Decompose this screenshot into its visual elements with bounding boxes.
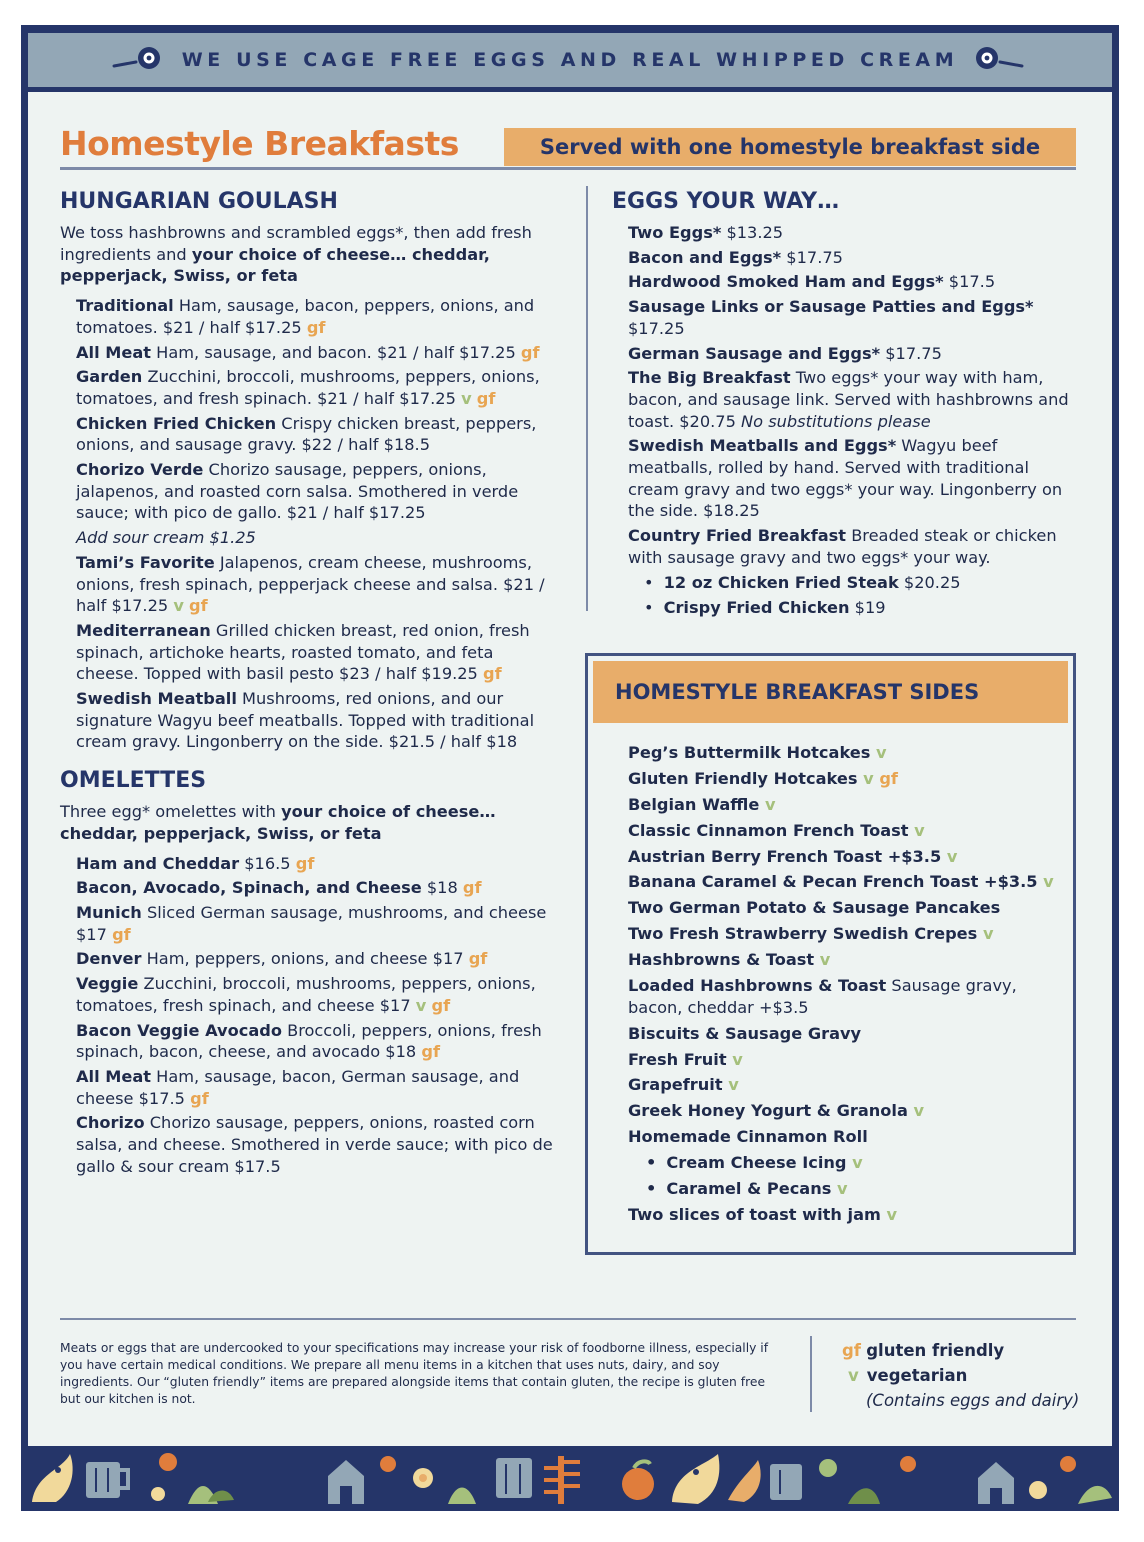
item-name: Hardwood Smoked Ham and Eggs* [628, 272, 944, 292]
sides-header [593, 661, 1068, 723]
item-description: Ham, sausage, bacon, German sausage, and cheese $17.5 [76, 1066, 520, 1108]
item-description: $17.75 [781, 247, 843, 267]
gluten-friendly-mark: gf [520, 342, 540, 362]
right-column [612, 188, 1072, 623]
item-name: German Sausage and Eggs* [628, 343, 881, 363]
menu-item [628, 296, 1072, 339]
subtitle: Served with one homestyle breakfast side [539, 135, 1041, 159]
gluten-friendly-mark: gf [306, 317, 326, 337]
item-description: Breaded steak or chicken with sausage gravy and two eggs* your way. [628, 526, 1057, 567]
gluten-friendly-mark: gf [476, 388, 496, 408]
side-item [628, 871, 1068, 893]
side-item [628, 949, 1068, 971]
item-description: Chorizo sausage, peppers, onions, roasted corn salsa, and cheese. Smothered in verde sauce; with pico de gallo & sour cream $17.5 [76, 1113, 553, 1176]
vegetarian-mark: v [415, 995, 427, 1015]
item-name: The Big Breakfast [628, 368, 791, 388]
decorative-pattern-strip [28, 1450, 1112, 1506]
frying-pan-icon [112, 46, 164, 72]
vegetarian-mark: v [913, 1101, 925, 1121]
banner-text: WE USE CAGE FREE EGGS AND REAL WHIPPED CREAM [181, 49, 959, 71]
gluten-friendly-mark: gf [421, 1042, 440, 1062]
gluten-friendly-mark: gf [190, 1088, 209, 1108]
item-description: Sliced German sausage, mushrooms, and cheese $17 [76, 902, 547, 944]
gluten-friendly-mark: gf [295, 853, 315, 873]
menu-item [76, 413, 560, 456]
menu-item [628, 247, 1072, 269]
side-extra: Sausage gravy, bacon, cheddar +$3.5 [628, 976, 1017, 1017]
gluten-friendly-mark: gf [483, 664, 502, 684]
side-item [628, 923, 1068, 945]
omelette-list [60, 853, 560, 1178]
vegetarian-mark: v [914, 820, 925, 840]
gluten-friendly-mark: gf [879, 768, 898, 788]
food-safety-disclaimer: Meats or eggs that are undercooked to your specifications may increase your risk of foodborne illness, especially if you have certain medical conditions. We prepare all menu items in a kitchen that uses nuts, dairy, and soy ingredients. Our “gluten friendly” items are prepared alongside items that contain gluten, the recipe is gluten free but our kitchen is not. [60, 1341, 769, 1406]
menu-item [76, 688, 560, 753]
item-name: All Meat [76, 342, 152, 362]
sub-item [644, 572, 1072, 594]
menu-item [76, 366, 560, 409]
menu-item [628, 525, 1072, 568]
side-name: Caramel & Pecans [666, 1178, 832, 1198]
side-name: Homemade Cinnamon Roll [628, 1127, 868, 1147]
side-item [628, 1126, 1068, 1148]
item-name: Bacon and Eggs* [628, 247, 782, 267]
legend-v: v vegetarian [848, 1366, 968, 1385]
item-name: Garden [76, 367, 143, 387]
gluten-friendly-mark: gf [468, 949, 488, 969]
menu-item [76, 1020, 560, 1063]
side-item [628, 1074, 1068, 1096]
item-description: Ham, peppers, onions, and cheese $17 [141, 949, 464, 969]
item-name: Bacon, Avocado, Spinach, and Cheese [76, 878, 422, 898]
item-description: Zucchini, broccoli, mushrooms, peppers, onions, tomatoes, and fresh spinach. $21 / half $17.25 [76, 367, 540, 408]
omelettes-heading: OMELETTES [60, 768, 207, 794]
side-item [628, 1023, 1068, 1045]
item-description: Jalapenos, cream cheese, mushrooms, onions, fresh spinach, pepperjack cheese and salsa. $21 / half $17.25 [76, 552, 545, 616]
side-name: Biscuits & Sausage Gravy [628, 1023, 862, 1043]
sour-cream-note: Add sour cream $1.25 [76, 528, 256, 548]
menu-item [76, 342, 560, 364]
title-divider [60, 167, 1076, 170]
menu-item [628, 435, 1072, 522]
side-name: Classic Cinnamon French Toast [628, 820, 909, 840]
item-price: $19 [849, 598, 886, 618]
side-name: Austrian Berry French Toast +$3.5 [628, 846, 942, 866]
item-description: Zucchini, broccoli, mushrooms, peppers, onions, tomatoes, fresh spinach, and cheese $17 [76, 974, 536, 1015]
item-name: Denver [76, 949, 142, 969]
item-description: Grilled chicken breast, red onion, fresh spinach, artichoke hearts, roasted tomato, and feta cheese. Topped with basil pesto $23 / half $19.25 [76, 620, 530, 684]
side-item [646, 1152, 1068, 1174]
item-description: Two eggs* your way with ham, bacon, and sausage link. Served with hashbrowns and toast. $20.75 [628, 368, 1069, 431]
menu-item [628, 367, 1072, 432]
item-name: Traditional [76, 296, 174, 316]
item-description: Broccoli, peppers, onions, fresh spinach, bacon, cheese, and avocado $18 [76, 1020, 542, 1062]
item-name: Swedish Meatball [76, 689, 237, 709]
vegetarian-mark: v [946, 846, 958, 866]
menu-item [76, 853, 560, 875]
side-item [628, 820, 1068, 842]
gluten-friendly-mark: gf [189, 596, 208, 616]
side-item [628, 897, 1068, 919]
item-name: Two Eggs* [628, 223, 722, 242]
side-item [628, 1100, 1068, 1122]
side-name: Loaded Hashbrowns & Toast [628, 976, 887, 996]
item-description: Wagyu beef meatballs, rolled by hand. Served with traditional cream gravy and two eggs* your way. Lingonberry on the side. $18.25 [628, 436, 1063, 521]
item-name: Tami’s Favorite [76, 552, 215, 572]
vegetarian-mark: v [732, 1049, 743, 1069]
side-name: Gluten Friendly Hotcakes [628, 768, 858, 788]
vegetarian-mark: v [863, 768, 874, 788]
side-item [628, 1204, 1068, 1226]
item-description: $16.5 [239, 853, 291, 873]
menu-item [76, 295, 560, 338]
item-description: Ham, sausage, and bacon. $21 / half $17.25 [151, 342, 516, 362]
eggs-heading: EGGS YOUR WAY… [612, 189, 840, 214]
sub-item [644, 597, 1072, 619]
item-description: Ham, sausage, bacon, peppers, onions, and tomatoes. $21 / half $17.25 [76, 296, 535, 337]
menu-item [628, 222, 1072, 244]
side-name: Two Fresh Strawberry Swedish Crepes [628, 924, 978, 944]
side-name: Banana Caramel & Pecan French Toast +$3.5 [628, 872, 1038, 892]
side-item [646, 1178, 1068, 1200]
omelettes-intro: Three egg* omelettes with your choice of cheese… cheddar, pepperjack, Swiss, or feta [60, 802, 496, 843]
side-item [628, 1049, 1068, 1071]
side-item [628, 794, 1068, 816]
side-name: Peg’s Buttermilk Hotcakes [628, 743, 871, 762]
left-column [60, 188, 560, 1180]
item-name: Crispy Fried Chicken [663, 598, 850, 618]
item-description: $17.25 [628, 318, 685, 338]
side-name: Two German Potato & Sausage Pancakes [628, 898, 1001, 918]
item-name: Chorizo [76, 1113, 145, 1133]
sides-list [628, 742, 1068, 1230]
item-name: Swedish Meatballs and Eggs* [628, 436, 897, 456]
item-description: $18 [421, 878, 458, 898]
footer-divider [60, 1318, 1076, 1320]
mug-icon [496, 1458, 532, 1498]
side-item [628, 768, 1068, 790]
vegetarian-mark: v [982, 924, 994, 944]
side-name: Greek Honey Yogurt & Granola [628, 1101, 908, 1121]
side-name: Fresh Fruit [628, 1049, 727, 1069]
side-name: Two slices of toast with jam [628, 1204, 881, 1224]
item-name: Veggie [76, 974, 139, 994]
menu-item [76, 620, 560, 685]
gluten-friendly-mark: gf [112, 924, 131, 944]
item-description: $17.75 [880, 343, 942, 363]
item-name: Mediterranean [76, 620, 211, 640]
item-name: Bacon Veggie Avocado [76, 1020, 282, 1040]
gluten-friendly-mark: gf [431, 995, 451, 1015]
item-description: $17.5 [943, 272, 996, 292]
sides-box [585, 653, 1076, 1255]
menu-item [76, 877, 560, 899]
item-name: 12 oz Chicken Fried Steak [663, 572, 899, 592]
page-title: Homestyle Breakfasts [60, 124, 459, 163]
item-price: $20.25 [898, 572, 961, 592]
item-description: Mushrooms, red onions, and our signature Wagyu beef meatballs. Topped with traditional cream gravy. Lingonberry on the side. $21.5 / half $18 [76, 689, 535, 752]
gluten-friendly-mark: gf [462, 878, 482, 898]
item-description: $13.25 [721, 223, 784, 242]
vegetarian-mark: v [728, 1075, 739, 1095]
top-banner [28, 33, 1112, 87]
legend [842, 1338, 1079, 1413]
vegetarian-mark: v [461, 388, 472, 408]
subtitle-box [504, 128, 1076, 166]
column-divider [586, 186, 588, 611]
vegetarian-mark: v [837, 1178, 848, 1198]
item-name: Ham and Cheddar [76, 853, 240, 873]
menu-item [76, 973, 560, 1016]
vegetarian-mark: v [1043, 872, 1054, 892]
vegetarian-mark: v [876, 743, 887, 762]
side-name: Cream Cheese Icing [666, 1153, 847, 1173]
side-name: Hashbrowns & Toast [628, 950, 815, 970]
side-name: Belgian Waffle [628, 794, 760, 814]
item-description: Crispy chicken breast, peppers, onions, and sausage gravy. $22 / half $18.5 [76, 413, 537, 455]
item-note: No substitutions please [741, 411, 931, 431]
side-item [628, 742, 1068, 764]
legend-v-note: (Contains eggs and dairy) [866, 1391, 1080, 1410]
legend-gf: gf gluten friendly [842, 1341, 1005, 1360]
item-name: Chicken Fried Chicken [76, 413, 277, 433]
menu-item [76, 1112, 560, 1177]
vegetarian-mark: v [852, 1153, 863, 1173]
footer-column-divider [810, 1336, 812, 1412]
menu-item [76, 459, 560, 524]
menu-item [76, 948, 560, 970]
item-name: All Meat [76, 1066, 152, 1086]
item-name: Sausage Links or Sausage Patties and Eggs* [628, 297, 1034, 317]
item-name: Munich [76, 902, 142, 922]
vegetarian-mark: v [173, 596, 184, 616]
vegetarian-mark: v [819, 950, 831, 970]
item-name: Country Fried Breakfast [628, 526, 847, 546]
side-item [628, 846, 1068, 868]
menu-item [76, 902, 560, 945]
goulash-list [60, 295, 560, 753]
goulash-intro: We toss hashbrowns and scrambled eggs*, then add fresh ingredients and your choice of cheese… cheddar, pepperjack, Swiss, or feta [60, 223, 532, 286]
menu-item [76, 1066, 560, 1109]
eggs-list [612, 222, 1072, 619]
vegetarian-mark: v [764, 794, 776, 814]
goulash-heading: HUNGARIAN GOULASH [60, 189, 338, 214]
mug-icon [770, 1464, 802, 1500]
frying-pan-icon [972, 46, 1024, 72]
item-name: Chorizo Verde [76, 460, 204, 480]
side-name: Grapefruit [628, 1075, 723, 1095]
menu-item [628, 271, 1072, 293]
vegetarian-mark: v [886, 1204, 898, 1224]
side-item [628, 975, 1068, 1018]
menu-item [76, 552, 560, 617]
item-description: Chorizo sausage, peppers, onions, jalapenos, and roasted corn salsa. Smothered in verde sauce; with pico de gallo. $21 / half $17.25 [76, 460, 519, 523]
menu-item [628, 343, 1072, 365]
sides-heading: HOMESTYLE BREAKFAST SIDES [615, 680, 980, 704]
